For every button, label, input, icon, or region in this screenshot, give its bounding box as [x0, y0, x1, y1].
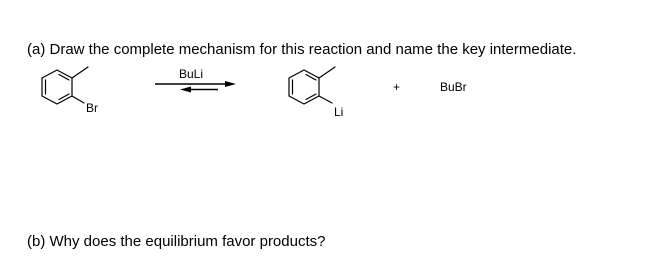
- product-molecule: [289, 67, 335, 104]
- question-a: (a) Draw the complete mechanism for this reaction and name the key intermediate.: [27, 41, 577, 58]
- reactant-bromine-label: Br: [86, 101, 98, 115]
- lithium-bond: [319, 96, 332, 103]
- reagent-label: BuLi: [179, 67, 204, 81]
- bromine-bond: [72, 96, 84, 103]
- equilibrium-arrows: [155, 81, 236, 93]
- benzene-ring: [289, 70, 319, 104]
- forward-arrowhead: [225, 81, 236, 87]
- byproduct-label: BuBr: [440, 80, 467, 94]
- product-lithium-label: Li: [334, 105, 344, 119]
- plus-sign: +: [393, 80, 401, 94]
- methyl-bond: [319, 67, 335, 78]
- reactant-molecule: [42, 67, 88, 104]
- methyl-bond: [72, 67, 88, 78]
- benzene-ring: [42, 70, 72, 104]
- reverse-arrowhead: [180, 87, 191, 93]
- question-b: (b) Why does the equilibrium favor products?: [27, 233, 326, 250]
